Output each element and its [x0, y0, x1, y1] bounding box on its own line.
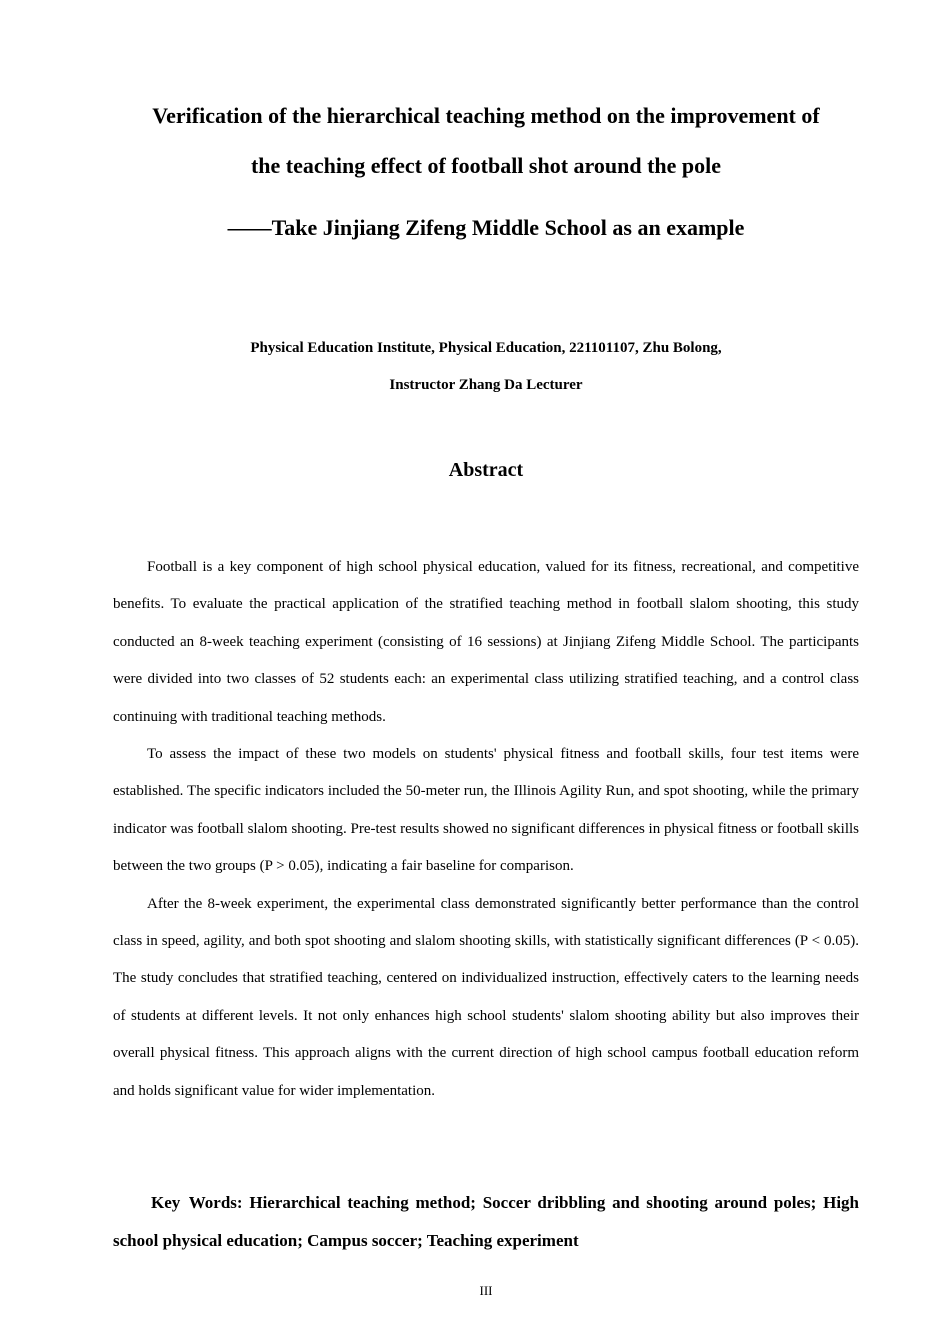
abstract-paragraph: To assess the impact of these two models on students' physical fitness and football skills, four test items were established. The specific indicators included the 50-meter run, the Illinois Agility Run, and spot shooting, while the primary indicator was football slalom shooting. Pre-test results showed no significant differences in physical fitness or football skills between the two groups (P > 0.05), indicating a fair baseline for comparison.: [113, 746, 859, 875]
abstract-paragraph: After the 8-week experiment, the experimental class demonstrated significantly better performance than the control class in speed, agility, and both spot shooting and slalom shooting skills, with statistically significant differences (P < 0.05). The study concludes that stratified teaching, centered on individualized instruction, effectively caters to the learning needs of students at different levels. It not only enhances high school students' slalom shooting ability but also improves their overall physical fitness. This approach aligns with the current direction of high school campus football education reform and holds significant value for wider implementation.: [113, 895, 859, 1099]
author-info-line-1: Physical Education Institute, Physical Education, 221101107, Zhu Bolong,: [250, 340, 722, 356]
paper-title-line-1: Verification of the hierarchical teaching method on the improvement of: [152, 103, 820, 128]
abstract-body: [113, 549, 859, 1110]
keywords: [113, 1184, 859, 1259]
page-number: III: [479, 1283, 493, 1298]
author-info-line-2: Instructor Zhang Da Lecturer: [389, 377, 583, 393]
paper-title-line-2: the teaching effect of football shot around the pole: [250, 153, 722, 178]
abstract-paragraph: Football is a key component of high school physical education, valued for its fitness, recreational, and competitive benefits. To evaluate the practical application of the stratified teaching method in football slalom shooting, this study conducted an 8-week teaching experiment (consisting of 16 sessions) at Jinjiang Zifeng Middle School. The participants were divided into two classes of 52 students each: an experimental class utilizing stratified teaching, and a control class continuing with traditional teaching methods.: [113, 559, 859, 725]
abstract-heading: Abstract: [448, 459, 524, 481]
keywords-text: Hierarchical teaching method; Soccer dribbling and shooting around poles; High school physical education; Campus soccer; Teaching experiment: [113, 1193, 859, 1250]
keywords-label: Key Words:: [151, 1193, 243, 1212]
paper-subtitle: ——Take Jinjiang Zifeng Middle School as an example: [227, 215, 745, 240]
